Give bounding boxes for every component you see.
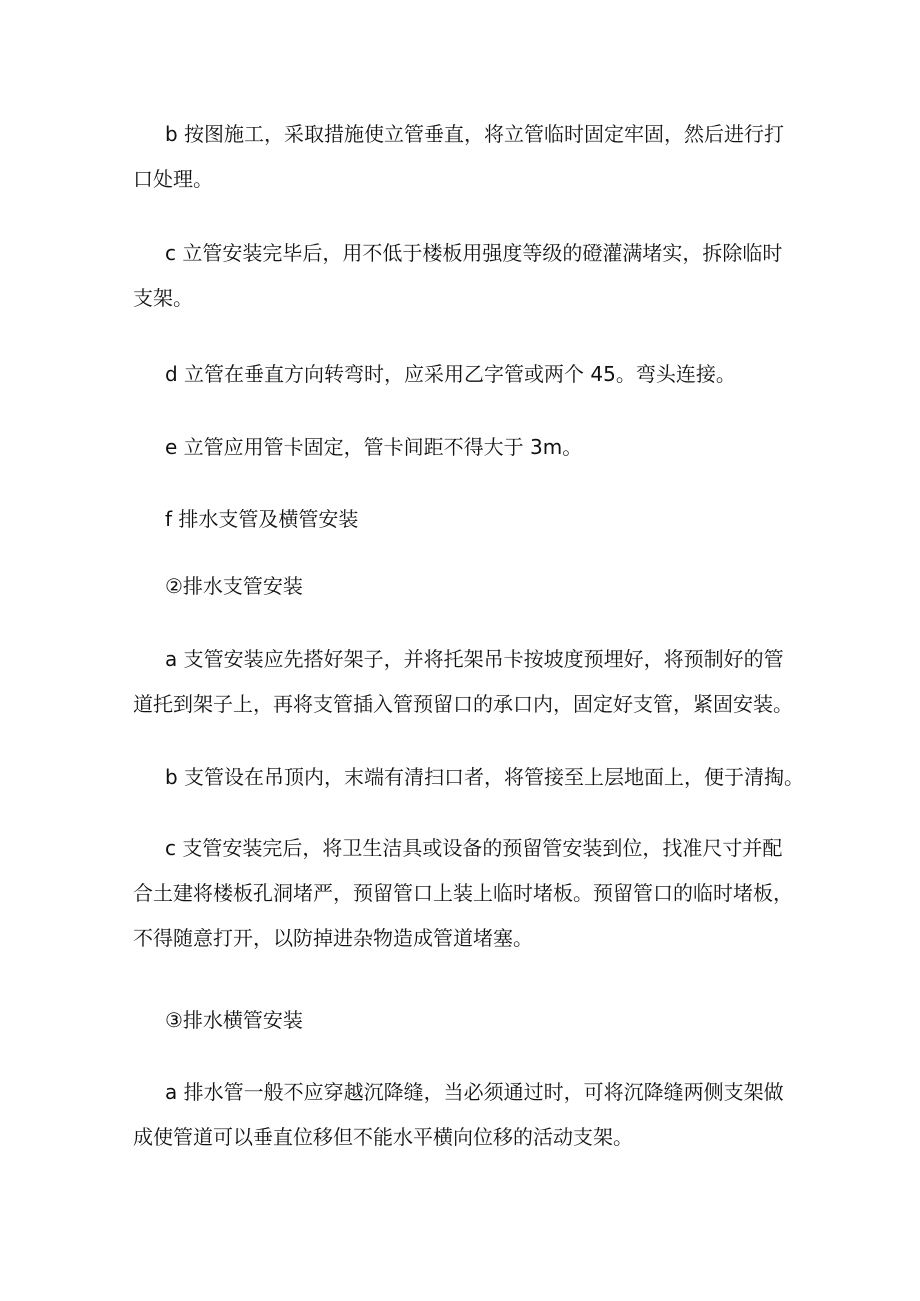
- text-line: e 立管应用管卡固定，管卡间距不得大于 3m。: [165, 435, 583, 459]
- text-line: b 按图施工，采取措施使立管垂直，将立管临时固定牢固，然后进行打: [165, 122, 785, 146]
- text-line: 口处理。: [133, 167, 213, 191]
- text-line: 合土建将楼板孔洞堵严，预留管口上装上临时堵板。预留管口的临时堵板，: [133, 881, 793, 905]
- paragraph-c-branch-complete: [133, 826, 803, 961]
- text-line: d 立管在垂直方向转弯时，应采用乙字管或两个 45。弯头连接。: [165, 362, 736, 386]
- text-line: c 立管安装完毕后，用不低于楼板用强度等级的磴灌满堵实，拆除临时: [165, 241, 783, 265]
- text-line: b 支管设在吊顶内，末端有清扫口者，将管接至上层地面上，便于清掏。: [165, 765, 805, 789]
- text-line: 道托到架子上，再将支管插入管预留口的承口内，固定好支管，紧固安装。: [133, 692, 793, 716]
- text-line: ②排水支管安装: [165, 574, 303, 598]
- text-line: a 排水管一般不应穿越沉降缝，当必须通过时，可将沉降缝两侧支架做: [165, 1080, 784, 1104]
- text-line: a 支管安装应先搭好架子，并将托架吊卡按坡度预埋好，将预制好的管: [165, 647, 784, 671]
- text-line: 成使管道可以垂直位移但不能水平横向位移的活动支架。: [133, 1125, 633, 1149]
- section-heading-branch-pipe: [133, 564, 803, 609]
- text-line: ③排水横管安装: [165, 1008, 303, 1032]
- text-line: f 排水支管及横管安装: [165, 507, 359, 531]
- text-line: c 支管安装完后，将卫生洁具或设备的预留管安装到位，找准尺寸并配: [165, 836, 783, 860]
- paragraph-c-vertical-pipe-fill: [133, 231, 803, 321]
- paragraph-d-vertical-turn: [133, 352, 803, 397]
- paragraph-a-horizontal-settlement: [133, 1070, 803, 1160]
- paragraph-b-vertical-pipe: [133, 112, 803, 202]
- paragraph-e-pipe-clamp: [133, 425, 803, 470]
- text-line: 不得随意打开，以防掉进杂物造成管道堵塞。: [133, 926, 533, 950]
- text-line: 支架。: [133, 286, 193, 310]
- section-heading-horizontal-pipe: [133, 998, 803, 1043]
- paragraph-b-branch-ceiling: [133, 755, 803, 800]
- paragraph-a-branch-install: [133, 637, 803, 727]
- paragraph-f-heading: [133, 497, 803, 542]
